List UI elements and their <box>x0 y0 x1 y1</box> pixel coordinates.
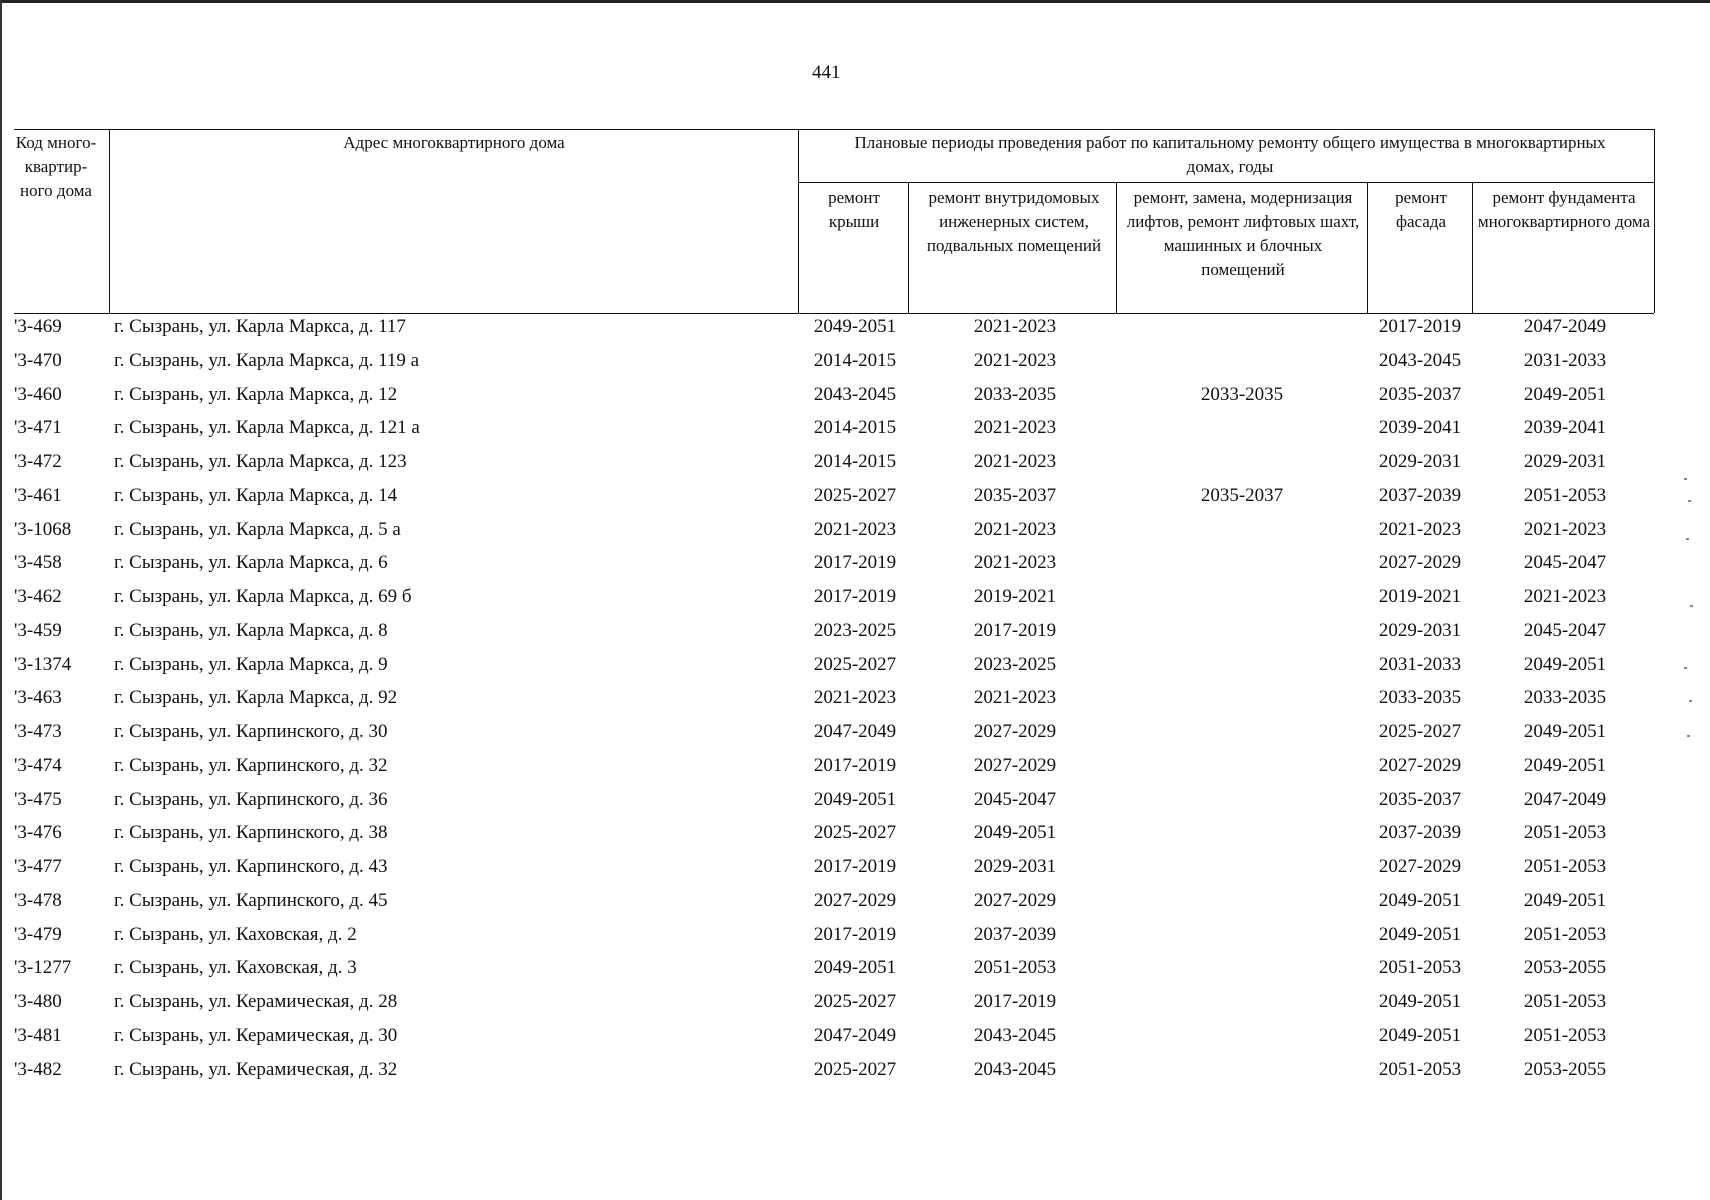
table-row <box>0 310 1710 344</box>
cell-engineering: 2037-2039 <box>973 923 1057 945</box>
cell-engineering: 2051-2053 <box>973 957 1057 979</box>
cell-roof: 2027-2029 <box>813 889 897 911</box>
header-foundation: ремонт фундамента многоквартирного дома <box>1477 188 1651 231</box>
cell-roof: 2017-2019 <box>813 754 897 776</box>
cell-address: г. Сызрань, ул. Керамическая, д. 32 <box>114 1058 398 1080</box>
cell-address: г. Сызрань, ул. Карпинского, д. 38 <box>114 822 388 844</box>
table-row <box>0 715 1710 749</box>
table-row <box>0 884 1710 918</box>
table-row <box>0 580 1710 614</box>
header-roof: ремонт крыши <box>828 188 880 231</box>
cell-address: г. Сызрань, ул. Керамическая, д. 30 <box>114 1024 398 1046</box>
cell-facade: 2027-2029 <box>1378 552 1462 574</box>
cell-foundation: 2049-2051 <box>1523 721 1607 742</box>
cell-engineering: 2017-2019 <box>973 991 1057 1012</box>
header-divider-address <box>798 129 799 313</box>
table-row <box>0 445 1710 479</box>
cell-facade: 2035-2037 <box>1378 383 1462 405</box>
cell-code: '3-459 <box>14 619 62 641</box>
page-number: 441 <box>812 62 841 83</box>
cell-foundation: 2051-2053 <box>1523 923 1607 945</box>
header-lifts: ремонт, замена, модернизация лифтов, ремонт лифтовых шахт, машинных и блочных помещений <box>1126 188 1360 279</box>
cell-facade: 2049-2051 <box>1378 991 1462 1012</box>
table-row <box>0 985 1710 1019</box>
cell-engineering: 2021-2023 <box>973 349 1057 371</box>
cell-engineering: 2027-2029 <box>973 754 1057 776</box>
header-top-rule <box>14 129 1654 130</box>
cell-facade: 2027-2029 <box>1378 754 1462 776</box>
cell-facade: 2037-2039 <box>1378 822 1462 844</box>
cell-engineering: 2035-2037 <box>973 484 1057 506</box>
cell-engineering: 2029-2031 <box>973 856 1057 877</box>
cell-code: '3-472 <box>14 451 62 472</box>
cell-facade: 2025-2027 <box>1378 721 1462 742</box>
cell-code: '3-463 <box>14 687 62 709</box>
table-row <box>0 681 1710 715</box>
cell-engineering: 2045-2047 <box>973 788 1057 810</box>
table-row <box>0 344 1710 378</box>
cell-roof: 2043-2045 <box>813 383 897 405</box>
table-row <box>0 816 1710 850</box>
header-divider-roof <box>908 182 909 313</box>
scan-speck <box>1690 605 1693 607</box>
table-row <box>0 850 1710 884</box>
cell-engineering: 2017-2019 <box>973 619 1057 641</box>
cell-facade: 2051-2053 <box>1378 957 1462 979</box>
cell-foundation: 2051-2053 <box>1523 1024 1607 1046</box>
cell-code: '3-482 <box>14 1058 62 1080</box>
cell-code: '3-476 <box>14 822 62 844</box>
table-row <box>0 546 1710 580</box>
cell-foundation: 2033-2035 <box>1523 687 1607 709</box>
header-divider-facade <box>1472 182 1473 313</box>
cell-facade: 2039-2041 <box>1378 417 1462 439</box>
header-divider-code <box>109 129 110 313</box>
cell-roof: 2049-2051 <box>813 957 897 979</box>
cell-lifts: 2033-2035 <box>1200 383 1284 405</box>
cell-address: г. Сызрань, ул. Карпинского, д. 32 <box>114 754 388 776</box>
cell-roof: 2017-2019 <box>813 586 897 607</box>
cell-facade: 2033-2035 <box>1378 687 1462 709</box>
cell-foundation: 2039-2041 <box>1523 417 1607 439</box>
cell-engineering: 2027-2029 <box>973 721 1057 742</box>
cell-roof: 2025-2027 <box>813 484 897 506</box>
scan-speck <box>1684 478 1687 480</box>
cell-address: г. Сызрань, ул. Карпинского, д. 36 <box>114 788 388 810</box>
cell-facade: 2049-2051 <box>1378 889 1462 911</box>
cell-address: г. Сызрань, ул. Карла Маркса, д. 92 <box>114 687 398 709</box>
cell-roof: 2017-2019 <box>813 923 897 945</box>
cell-roof: 2025-2027 <box>813 1058 897 1080</box>
header-facade: ремонт фасада <box>1395 188 1447 231</box>
cell-engineering: 2021-2023 <box>973 316 1057 337</box>
cell-address: г. Сызрань, ул. Карла Маркса, д. 8 <box>114 619 388 641</box>
cell-foundation: 2031-2033 <box>1523 349 1607 371</box>
cell-facade: 2043-2045 <box>1378 349 1462 371</box>
cell-foundation: 2049-2051 <box>1523 889 1607 911</box>
cell-code: '3-471 <box>14 417 62 439</box>
cell-foundation: 2029-2031 <box>1523 451 1607 472</box>
table-row <box>0 378 1710 412</box>
cell-roof: 2014-2015 <box>813 417 897 439</box>
cell-code: '3-470 <box>14 349 62 371</box>
cell-foundation: 2053-2055 <box>1523 957 1607 979</box>
cell-code: '3-480 <box>14 991 62 1012</box>
cell-foundation: 2051-2053 <box>1523 991 1607 1012</box>
cell-engineering: 2043-2045 <box>973 1024 1057 1046</box>
cell-address: г. Сызрань, ул. Каховская, д. 2 <box>114 923 357 945</box>
cell-roof: 2025-2027 <box>813 991 897 1012</box>
cell-roof: 2049-2051 <box>813 316 897 337</box>
cell-foundation: 2021-2023 <box>1523 518 1607 540</box>
header-engineering: ремонт внутридомовых инженерных систем, подвальных помещений <box>926 188 1102 255</box>
header-right-border <box>1654 129 1655 313</box>
table-row <box>0 951 1710 985</box>
cell-code: '3-479 <box>14 923 62 945</box>
cell-facade: 2049-2051 <box>1378 923 1462 945</box>
table-row <box>0 749 1710 783</box>
table-row <box>0 918 1710 952</box>
cell-lifts: 2035-2037 <box>1200 484 1284 506</box>
cell-foundation: 2049-2051 <box>1523 383 1607 405</box>
cell-code: '3-1068 <box>14 518 72 540</box>
cell-address: г. Сызрань, ул. Карла Маркса, д. 117 <box>114 316 406 337</box>
cell-facade: 2037-2039 <box>1378 484 1462 506</box>
cell-address: г. Сызрань, ул. Керамическая, д. 28 <box>114 991 398 1012</box>
scan-speck <box>1688 500 1691 502</box>
cell-roof: 2025-2027 <box>813 822 897 844</box>
cell-code: '3-473 <box>14 721 62 742</box>
cell-address: г. Сызрань, ул. Карла Маркса, д. 5 а <box>114 518 401 540</box>
cell-roof: 2021-2023 <box>813 518 897 540</box>
cell-code: '3-462 <box>14 586 62 607</box>
cell-code: '3-478 <box>14 889 62 911</box>
cell-foundation: 2047-2049 <box>1523 316 1607 337</box>
header-address: Адрес многоквартирного дома <box>343 133 565 152</box>
cell-engineering: 2021-2023 <box>973 687 1057 709</box>
cell-roof: 2014-2015 <box>813 451 897 472</box>
cell-code: '3-475 <box>14 788 62 810</box>
cell-foundation: 2051-2053 <box>1523 822 1607 844</box>
cell-roof: 2025-2027 <box>813 653 897 675</box>
cell-facade: 2049-2051 <box>1378 1024 1462 1046</box>
table-row <box>0 648 1710 682</box>
cell-roof: 2047-2049 <box>813 721 897 742</box>
cell-facade: 2021-2023 <box>1378 518 1462 540</box>
cell-foundation: 2045-2047 <box>1523 619 1607 641</box>
page-top-border <box>0 0 1710 3</box>
cell-facade: 2027-2029 <box>1378 856 1462 877</box>
cell-engineering: 2021-2023 <box>973 451 1057 472</box>
cell-foundation: 2051-2053 <box>1523 856 1607 877</box>
table-row <box>0 783 1710 817</box>
header-divider-lifts <box>1367 182 1368 313</box>
scan-speck <box>1686 538 1689 540</box>
cell-foundation: 2047-2049 <box>1523 788 1607 810</box>
cell-address: г. Сызрань, ул. Карла Маркса, д. 121 а <box>114 417 420 439</box>
cell-address: г. Сызрань, ул. Карла Маркса, д. 6 <box>114 552 388 574</box>
cell-foundation: 2051-2053 <box>1523 484 1607 506</box>
table-body <box>0 310 1710 1086</box>
cell-facade: 2051-2053 <box>1378 1058 1462 1080</box>
cell-facade: 2031-2033 <box>1378 653 1462 675</box>
table-row <box>0 1053 1710 1087</box>
header-divider-eng <box>1116 182 1117 313</box>
cell-engineering: 2021-2023 <box>973 552 1057 574</box>
cell-foundation: 2021-2023 <box>1523 586 1607 607</box>
cell-code: '3-1374 <box>14 653 72 675</box>
cell-address: г. Сызрань, ул. Карпинского, д. 43 <box>114 856 388 877</box>
cell-engineering: 2043-2045 <box>973 1058 1057 1080</box>
cell-code: '3-1277 <box>14 957 72 979</box>
header-periods-group: Плановые периоды проведения работ по капитальному ремонту общего имущества в многоквартирных домах, годы <box>854 133 1606 176</box>
cell-engineering: 2027-2029 <box>973 889 1057 911</box>
cell-engineering: 2021-2023 <box>973 518 1057 540</box>
header-code: Код много- квартир- ного дома <box>15 133 97 200</box>
cell-roof: 2017-2019 <box>813 552 897 574</box>
scan-speck <box>1687 735 1690 737</box>
cell-facade: 2017-2019 <box>1378 316 1462 337</box>
cell-roof: 2023-2025 <box>813 619 897 641</box>
cell-foundation: 2049-2051 <box>1523 754 1607 776</box>
cell-roof: 2014-2015 <box>813 349 897 371</box>
cell-address: г. Сызрань, ул. Карла Маркса, д. 12 <box>114 383 398 405</box>
cell-foundation: 2053-2055 <box>1523 1058 1607 1080</box>
scan-speck <box>1689 700 1692 702</box>
cell-facade: 2029-2031 <box>1378 619 1462 641</box>
cell-address: г. Сызрань, ул. Карла Маркса, д. 9 <box>114 653 388 675</box>
cell-engineering: 2021-2023 <box>973 417 1057 439</box>
cell-roof: 2047-2049 <box>813 1024 897 1046</box>
cell-code: '3-460 <box>14 383 62 405</box>
cell-address: г. Сызрань, ул. Карла Маркса, д. 14 <box>114 484 398 506</box>
cell-code: '3-477 <box>14 856 62 877</box>
table-row <box>0 513 1710 547</box>
table-row <box>0 1019 1710 1053</box>
cell-facade: 2035-2037 <box>1378 788 1462 810</box>
cell-code: '3-469 <box>14 316 62 337</box>
cell-engineering: 2023-2025 <box>973 653 1057 675</box>
cell-roof: 2049-2051 <box>813 788 897 810</box>
cell-engineering: 2033-2035 <box>973 383 1057 405</box>
cell-facade: 2019-2021 <box>1378 586 1462 607</box>
table-row <box>0 411 1710 445</box>
cell-address: г. Сызрань, ул. Карпинского, д. 30 <box>114 721 388 742</box>
cell-code: '3-474 <box>14 754 62 776</box>
cell-address: г. Сызрань, ул. Карпинского, д. 45 <box>114 889 388 911</box>
cell-foundation: 2045-2047 <box>1523 552 1607 574</box>
scan-speck <box>1684 667 1687 669</box>
cell-facade: 2029-2031 <box>1378 451 1462 472</box>
cell-foundation: 2049-2051 <box>1523 653 1607 675</box>
cell-roof: 2017-2019 <box>813 856 897 877</box>
cell-code: '3-461 <box>14 484 62 506</box>
cell-address: г. Сызрань, ул. Карла Маркса, д. 119 а <box>114 349 420 371</box>
cell-address: г. Сызрань, ул. Карла Маркса, д. 123 <box>114 451 407 472</box>
cell-code: '3-481 <box>14 1024 62 1046</box>
table-row <box>0 479 1710 513</box>
cell-engineering: 2049-2051 <box>973 822 1057 844</box>
cell-roof: 2021-2023 <box>813 687 897 709</box>
cell-code: '3-458 <box>14 552 62 574</box>
header-group-rule <box>798 182 1654 183</box>
cell-engineering: 2019-2021 <box>973 586 1057 607</box>
cell-address: г. Сызрань, ул. Карла Маркса, д. 69 б <box>114 586 412 607</box>
table-row <box>0 614 1710 648</box>
cell-address: г. Сызрань, ул. Каховская, д. 3 <box>114 957 357 979</box>
